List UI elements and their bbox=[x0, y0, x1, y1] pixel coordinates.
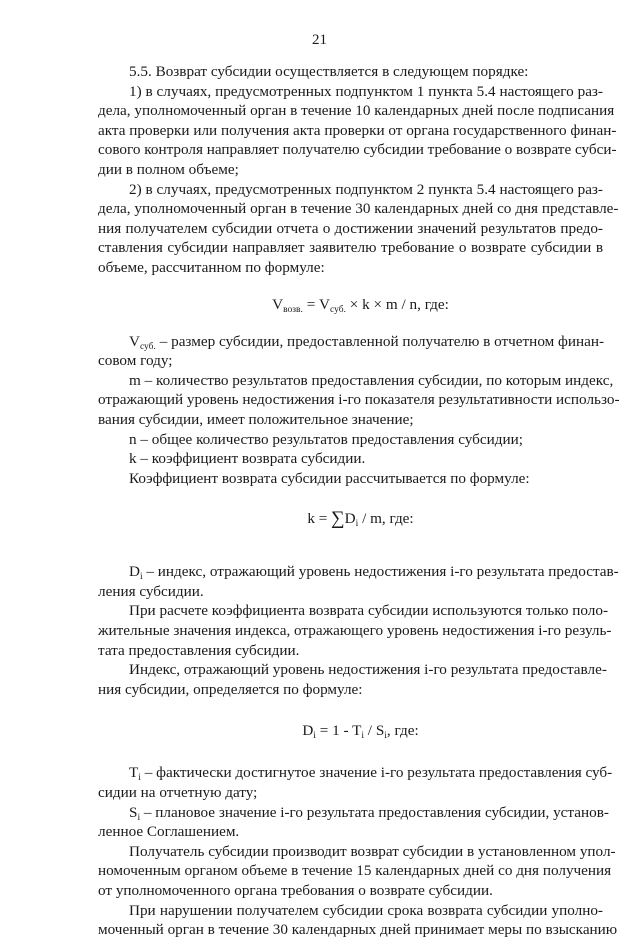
definition-vsub: $V_{суб.}$ – размер субсидии, предоставленной получателю в отчетном финан- bbox=[129, 332, 605, 352]
text-line: моченный орган в течение 30 календарных дней принимает меры по взысканию bbox=[98, 921, 618, 939]
text-line: ния получателем субсидии отчета о достижении значений результатов предо- bbox=[98, 219, 603, 237]
page-number: 21 bbox=[312, 32, 327, 48]
text-line: 2) в случаях, предусмотренных подпунктом 2 пункта 5.4 настоящего раз- bbox=[129, 180, 603, 198]
text-line: Получатель субсидии производит возврат субсидии в установленном упол- bbox=[129, 842, 616, 860]
text-line: совом году; bbox=[98, 352, 173, 370]
definition-k: k – коэффициент возврата субсидии. bbox=[129, 450, 366, 468]
definition-d: $D_i$ – индекс, отражающий уровень недостижения i-го результата предостав- bbox=[129, 563, 619, 583]
text-line: ния субсидии, определяется по формуле: bbox=[98, 680, 363, 698]
text-line: объеме, рассчитанном по формуле: bbox=[98, 258, 325, 276]
text-line: номоченным органом объеме в течение 15 календарных дней со дня получения bbox=[98, 862, 612, 880]
definition-m: m – количество результатов предоставления субсидии, по которым индекс, bbox=[129, 371, 614, 389]
text-line: сового контроля направляет получателю субсидии требование о возврате субси- bbox=[98, 141, 617, 159]
text-line: акта проверки или получения акта проверки от органа государственного финан- bbox=[98, 121, 617, 139]
definition-t: $T_i$ – фактически достигнутое значение i-го результата предоставления суб- bbox=[129, 764, 613, 784]
text-line: 1) в случаях, предусмотренных подпунктом 1 пункта 5.4 настоящего раз- bbox=[129, 82, 603, 100]
text-line: дела, уполномоченный орган в течение 10 календарных дней после подписания bbox=[98, 102, 615, 120]
text-line: ставления субсидии направляет заявителю требование о возврате субсидии в bbox=[98, 239, 603, 257]
formula-index: $D_i = 1 - T_i / S_i$, где: bbox=[302, 722, 419, 742]
text-line: сидии на отчетную дату; bbox=[98, 784, 258, 802]
text-line: тата предоставления субсидии. bbox=[98, 641, 300, 659]
text-line: жительные значения индекса, отражающего уровень недостижения i-го резуль- bbox=[98, 622, 612, 640]
text-line: Индекс, отражающий уровень недостижения i-го результата предоставле- bbox=[129, 661, 607, 679]
paragraph-5-5-heading: 5.5. Возврат субсидии осуществляется в следующем порядке: bbox=[129, 63, 529, 80]
text-line: дии в полном объеме; bbox=[98, 160, 239, 178]
text-line: Коэффициент возврата субсидии рассчитывается по формуле: bbox=[129, 469, 530, 487]
document-body bbox=[98, 62, 620, 940]
text-line: При расчете коэффициента возврата субсидии используются только поло- bbox=[129, 602, 609, 620]
text-line: ленное Соглашением. bbox=[98, 823, 240, 841]
formula-refund-volume: $V_{возв.} = V_{суб.} \times k \times m / n$, где: bbox=[272, 295, 449, 315]
definition-n: n – общее количество результатов предоставления субсидии; bbox=[129, 430, 523, 448]
text-line: ления субсидии. bbox=[98, 582, 204, 600]
definition-s: $S_i$ – плановое значение i-го результата предоставления субсидии, установ- bbox=[129, 803, 609, 823]
text-line: отражающий уровень недостижения i-го показателя результативности использо- bbox=[98, 391, 620, 409]
text-line: вания субсидии, имеет положительное значение; bbox=[98, 410, 414, 428]
formula-coefficient: $k = \sum D_i / m$, где: bbox=[307, 508, 414, 530]
text-line: При нарушении получателем субсидии срока возврата субсидии уполно- bbox=[129, 901, 603, 919]
text-line: дела, уполномоченный орган в течение 30 календарных дней со дня представле- bbox=[98, 200, 619, 218]
text-line: от уполномоченного органа требования о возврате субсидии. bbox=[98, 882, 493, 899]
